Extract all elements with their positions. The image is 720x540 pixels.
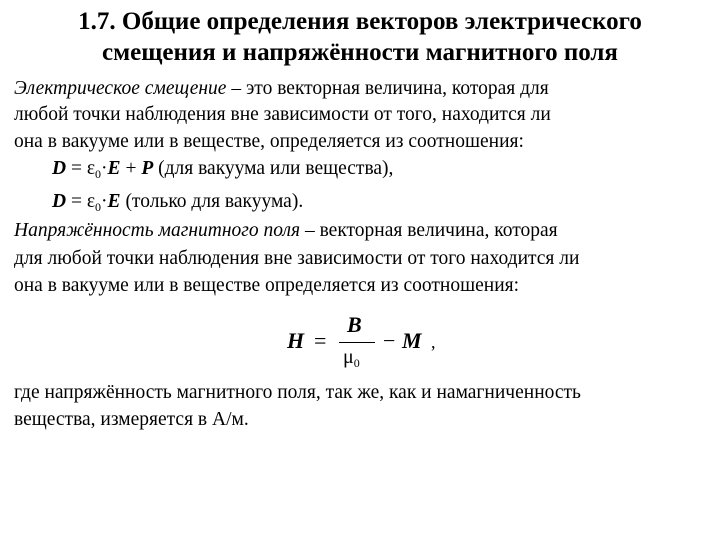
definition-text: – это векторная величина, которая для [226, 78, 549, 99]
definition-text: – векторная величина, которая [300, 220, 558, 241]
definition-electric-displacement-line-1 [14, 76, 549, 102]
fraction-bar [339, 342, 375, 343]
symbol-H: H [287, 328, 305, 353]
equation-note: (только для вакуума). [120, 191, 304, 212]
definition-electric-displacement-line-3: она в вакууме или в веществе, определяется из соотношения: [14, 131, 524, 152]
title-line-1: 1.7. Общие определения векторов электрического [78, 8, 642, 35]
equals-sign: = [66, 158, 87, 179]
slide-title [0, 6, 720, 68]
symbol-M: M [402, 328, 422, 353]
symbol-P: P [141, 158, 154, 179]
symbol-D: D [52, 191, 67, 212]
conclusion-line-1: где напряжённость магнитного поля, так же, как и намагниченность [14, 382, 581, 403]
formula-comma: , [431, 332, 436, 352]
definition-magnetic-field-line-1 [14, 218, 558, 244]
definition-electric-displacement-line-2: любой точки наблюдения вне зависимости от того, находится ли [14, 104, 551, 125]
symbol-D: D [52, 158, 67, 179]
definition-magnetic-field-line-2: для любой точки наблюдения вне зависимости от того находится ли [14, 248, 580, 269]
definition-magnetic-field-line-3: она в вакууме или в веществе определяется из соотношения: [14, 275, 520, 296]
minus-sign: − [383, 328, 396, 353]
symbol-E: E [107, 158, 121, 179]
term-magnetic-field-strength: Напряжённость магнитного поля [14, 220, 301, 241]
symbol-E: E [107, 191, 121, 212]
symbol-epsilon: ε [86, 158, 96, 179]
term-electric-displacement: Электрическое смещение [14, 78, 227, 99]
symbol-epsilon: ε [86, 191, 96, 212]
equation-displacement-vacuum [52, 189, 303, 220]
title-line-2: смещения и напряжённости магнитного поля [102, 39, 618, 66]
epsilon-subscript: 0 [95, 200, 102, 214]
magnetic-field-formula [287, 312, 447, 374]
plus-sign: + [120, 158, 142, 179]
mu-subscript: 0 [353, 356, 360, 370]
epsilon-subscript: 0 [95, 167, 102, 181]
symbol-mu: μ [343, 346, 354, 368]
fraction-denominator [343, 346, 360, 371]
fraction-numerator-B: B [347, 312, 362, 337]
equation-displacement-general [52, 156, 393, 187]
equals-sign: = [66, 191, 87, 212]
equals-sign: = [314, 328, 327, 353]
equation-note: (для вакуума или вещества), [153, 158, 394, 179]
dot-operator: · [101, 191, 108, 212]
conclusion-line-2: вещества, измеряется в А/м. [14, 409, 249, 430]
dot-operator: · [101, 158, 108, 179]
